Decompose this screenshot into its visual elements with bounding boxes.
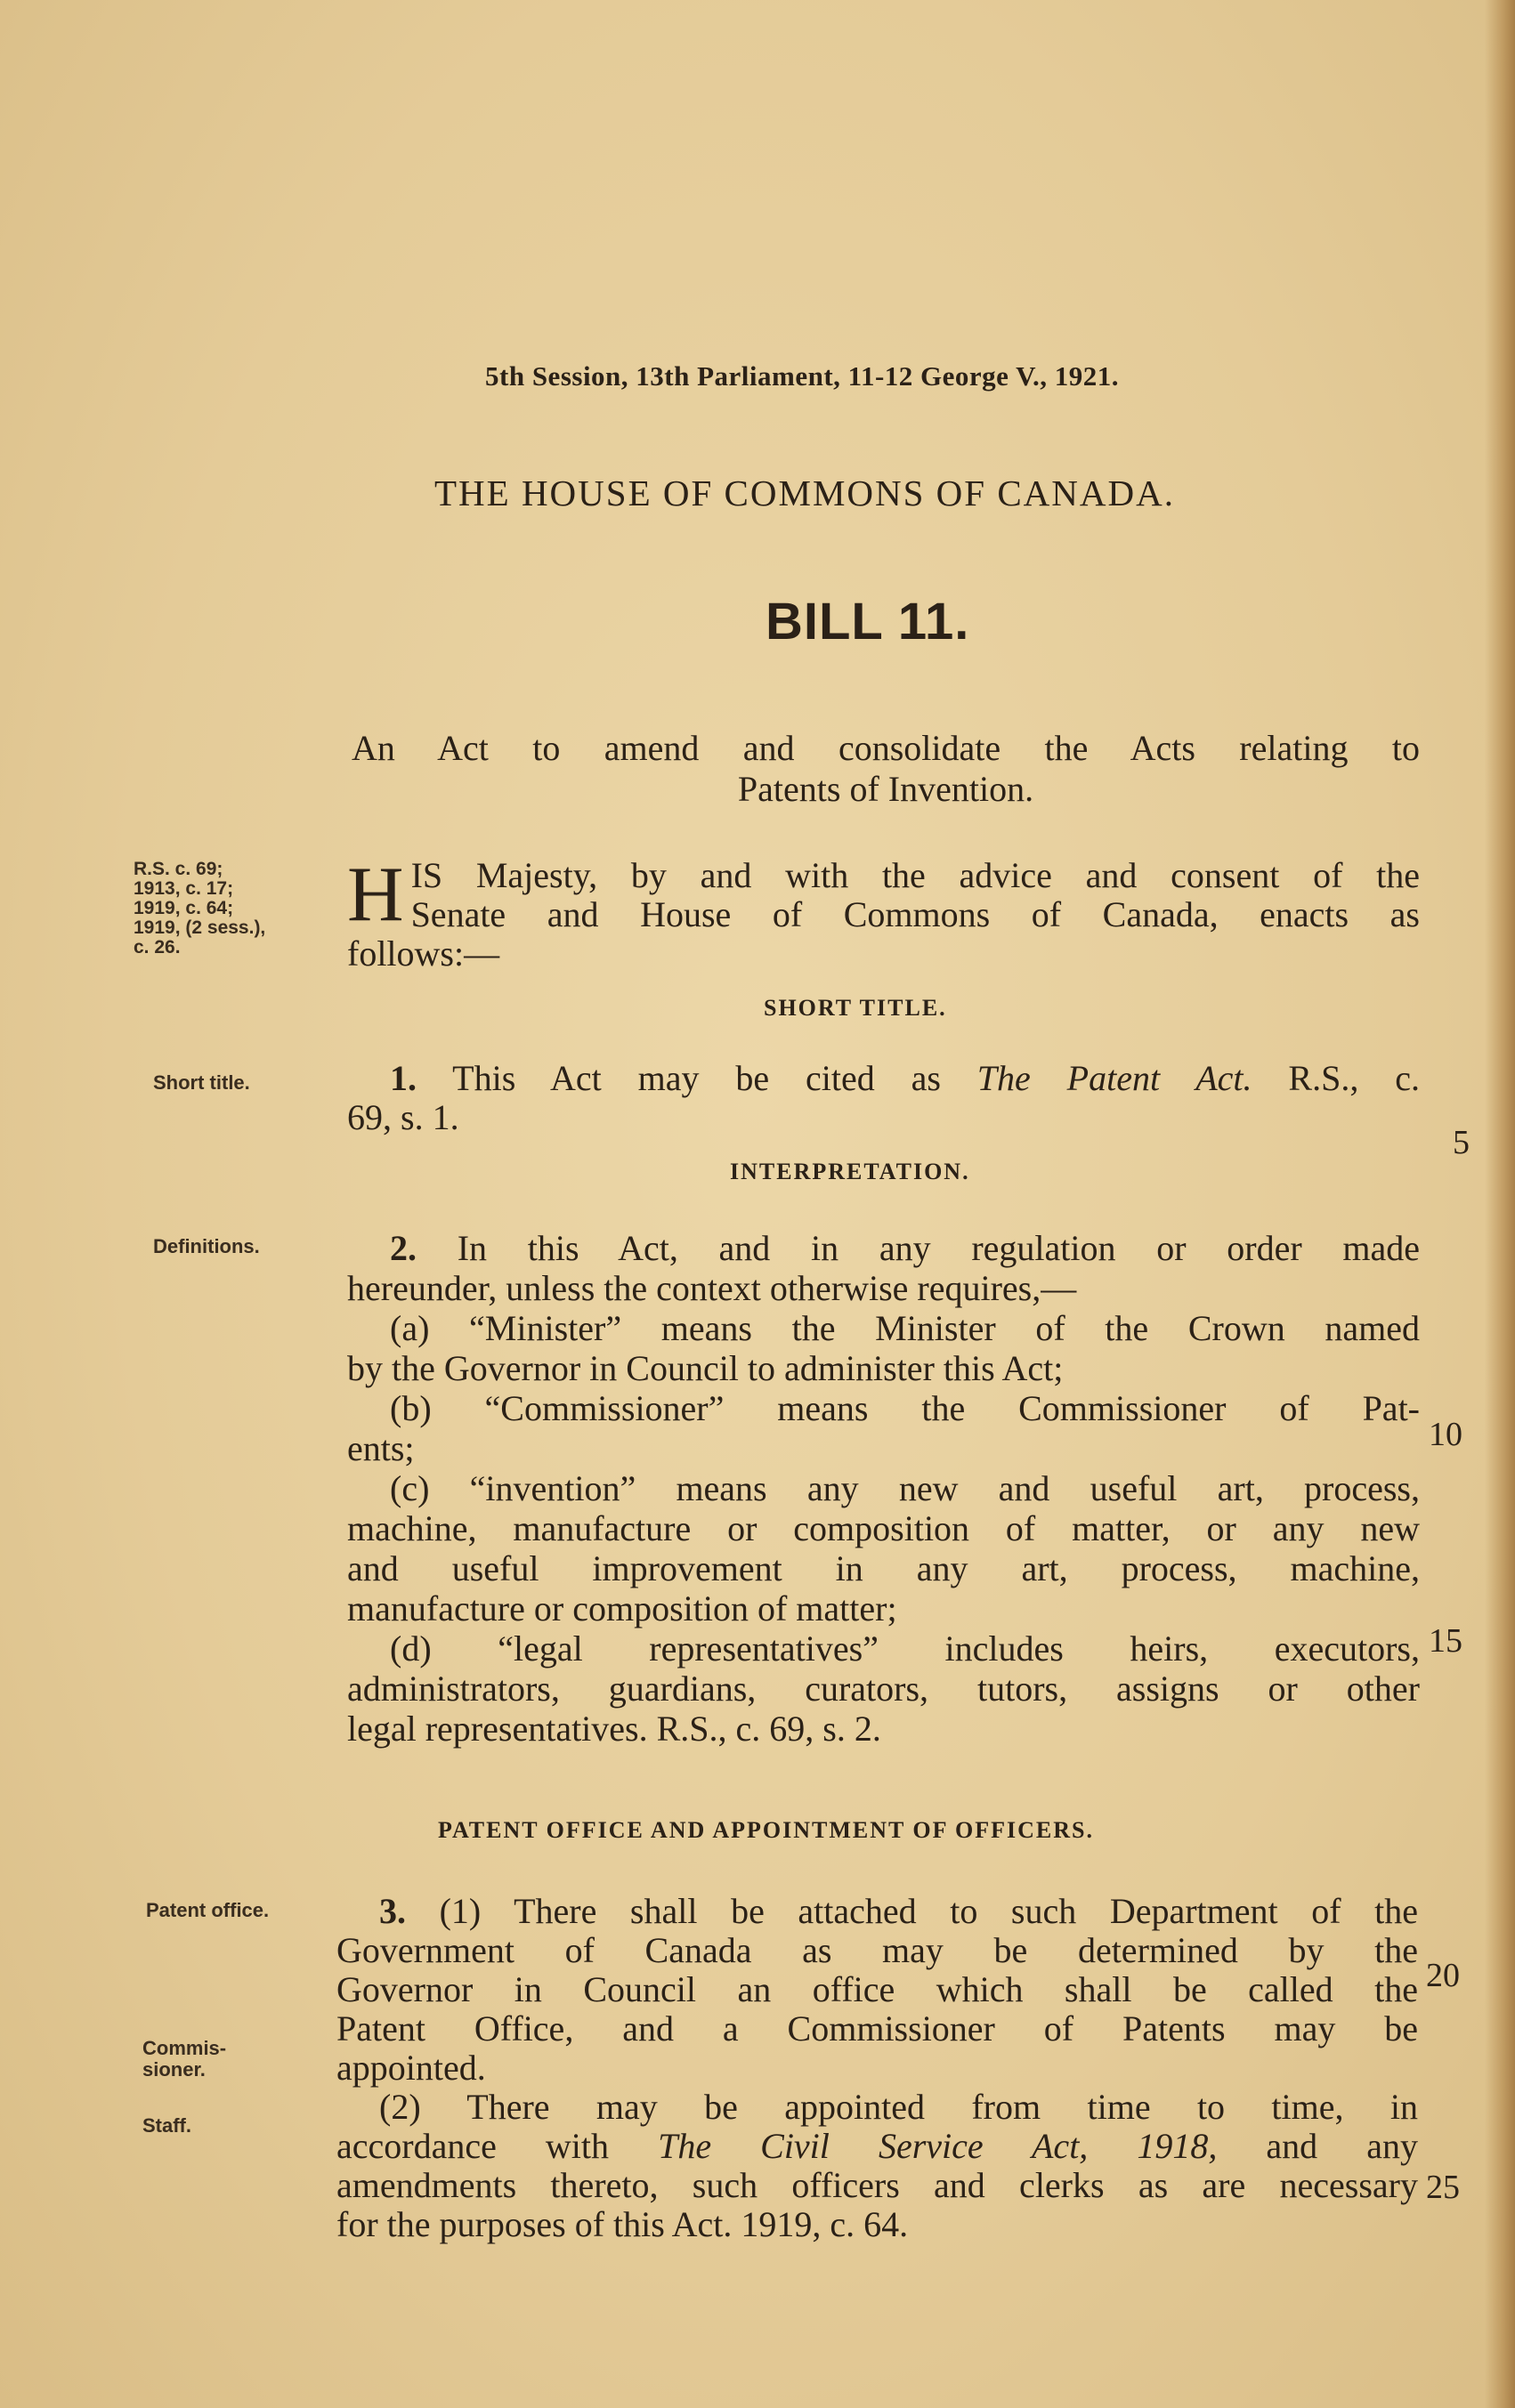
section-number: 2. <box>390 1228 417 1268</box>
section-2-text: In this Act, and in any regulation or order made <box>417 1228 1420 1268</box>
section-3 <box>336 1892 1418 2244</box>
section-3-text: and any <box>1217 2126 1418 2166</box>
section-3-line: appointed. <box>336 2048 486 2088</box>
definition-invention: (c) “invention” means any new and useful art, process, <box>390 1468 1420 1508</box>
drop-cap: H <box>347 852 404 938</box>
short-title-note: Short title. <box>153 1071 250 1094</box>
heading-interpretation: INTERPRETATION. <box>730 1159 970 1184</box>
line-number: 5 <box>1453 1124 1470 1161</box>
section-3-line: Patent Office, and a Commissioner of Patents may be <box>336 2008 1418 2048</box>
definitions-note: Definitions. <box>153 1235 260 1257</box>
section-2-line: manufacture or composition of matter; <box>347 1588 897 1628</box>
section-1-line-2: 69, s. 1. <box>347 1097 459 1137</box>
section-3-text: accordance with <box>336 2126 659 2166</box>
enacting-clause <box>347 852 1420 974</box>
act-title: The Civil Service Act, 1918, <box>658 2126 1218 2166</box>
session-line: 5th Session, 13th Parliament, 11-12 George V., 1921. <box>485 360 1120 392</box>
citation-line: R.S. c. 69; <box>134 859 223 879</box>
commissioner-note-line: Commis- <box>142 2037 227 2059</box>
section-2-line: and useful improvement in any art, process, machine, <box>347 1548 1420 1588</box>
section-2-line: ents; <box>347 1428 415 1468</box>
long-title <box>352 728 1420 810</box>
long-title-line-2: Patents of Invention. <box>737 769 1034 809</box>
definition-commissioner: (b) “Commissioner” means the Commissioner of Pat- <box>390 1388 1420 1428</box>
section-number: 1. <box>390 1058 417 1098</box>
citation-note <box>134 860 265 958</box>
line-number: 25 <box>1426 2169 1460 2206</box>
line-number: 10 <box>1429 1416 1462 1453</box>
heading-patent-office: PATENT OFFICE AND APPOINTMENT OF OFFICERS. <box>438 1817 1094 1843</box>
commissioner-note <box>142 2038 226 2081</box>
line-number: 20 <box>1426 1957 1460 1994</box>
citation-line: c. 26. <box>134 937 181 958</box>
patent-office-note: Patent office. <box>146 1899 270 1921</box>
section-3-line: for the purposes of this Act. 1919, c. 64. <box>336 2204 909 2244</box>
enacting-line-3: follows:— <box>347 933 500 974</box>
long-title-line-1: An Act to amend and consolidate the Acts relating to <box>352 728 1420 768</box>
definition-minister: (a) “Minister” means the Minister of the Crown named <box>390 1308 1420 1348</box>
house-title: THE HOUSE OF COMMONS OF CANADA. <box>434 473 1175 513</box>
section-3-text: (1) There shall be attached to such Department of the <box>406 1891 1418 1931</box>
section-number: 3. <box>379 1891 406 1931</box>
section-1 <box>347 1059 1420 1137</box>
staff-note: Staff. <box>142 2114 191 2137</box>
enacting-line-1: IS Majesty, by and with the advice and consent of the <box>410 855 1420 895</box>
section-2-line: by the Governor in Council to administer this Act; <box>347 1348 1064 1388</box>
section-1-citation: R.S., c. <box>1252 1058 1420 1098</box>
section-3-line: Governor in Council an office which shall be called the <box>336 1969 1418 2009</box>
citation-line: 1913, c. 17; <box>134 878 234 899</box>
section-3-line <box>336 2127 1418 2166</box>
page-edge-shadow <box>1485 0 1515 2408</box>
line-number: 15 <box>1429 1622 1462 1660</box>
section-2-line: machine, manufacture or composition of matter, or any new <box>347 1508 1420 1548</box>
definition-legal-representatives: (d) “legal representatives” includes heirs, executors, <box>390 1628 1420 1669</box>
section-3-line: amendments thereto, such officers and clerks as are necessary <box>336 2165 1418 2205</box>
commissioner-note-line: sioner. <box>142 2058 206 2081</box>
section-2-line: legal representatives. R.S., c. 69, s. 2. <box>347 1709 881 1749</box>
section-2 <box>347 1228 1420 1749</box>
section-3-line <box>336 1892 1418 1931</box>
enacting-line-2: Senate and House of Commons of Canada, enacts as <box>410 894 1420 934</box>
section-1-line-1 <box>347 1059 1420 1098</box>
heading-short-title: SHORT TITLE. <box>764 995 947 1021</box>
section-2-line: administrators, guardians, curators, tutors, assigns or other <box>347 1669 1420 1709</box>
citation-line: 1919, c. 64; <box>134 898 234 918</box>
section-2-line <box>347 1228 1420 1268</box>
bill-number: BILL 11. <box>766 593 970 650</box>
section-1-text: This Act may be cited as <box>417 1058 977 1098</box>
citation-line: 1919, (2 sess.), <box>134 917 266 938</box>
subsection-2-line: (2) There may be appointed from time to time, in <box>379 2087 1418 2127</box>
section-3-line: Government of Canada as may be determined by the <box>336 1930 1418 1970</box>
act-title: The Patent Act. <box>976 1058 1252 1098</box>
section-2-line: hereunder, unless the context otherwise requires,— <box>347 1268 1077 1308</box>
